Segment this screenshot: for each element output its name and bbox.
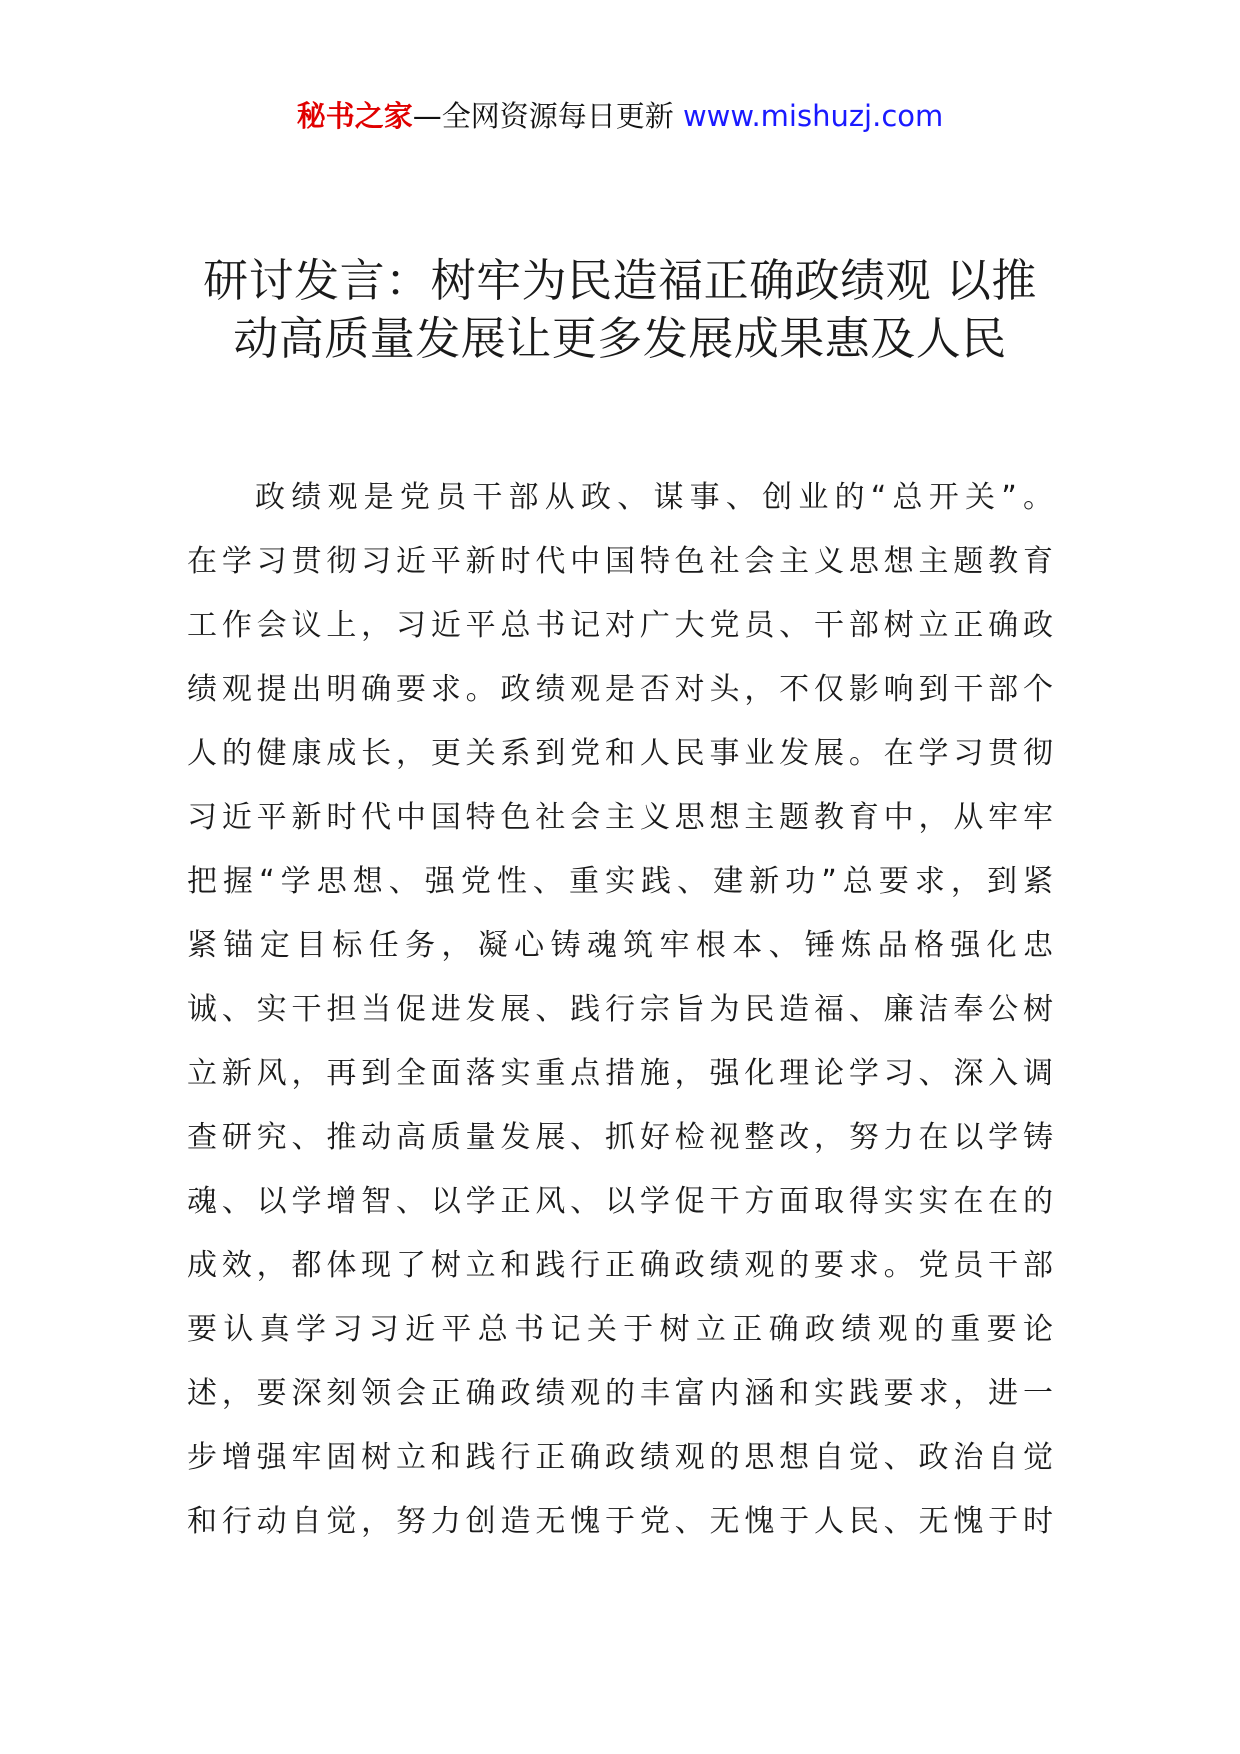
- brand-name: 秘书之家: [296, 99, 413, 133]
- paragraph-line: 紧锚定目标任务，凝心铸魂筑牢根本、锤炼品格强化忠: [187, 928, 1053, 963]
- paragraph-line: 成效，都体现了树立和践行正确政绩观的要求。党员干部: [187, 1248, 1053, 1283]
- paragraph-line: 步增强牢固树立和践行正确政绩观的思想自觉、政治自觉: [187, 1440, 1053, 1475]
- paragraph-line: 和行动自觉，努力创造无愧于党、无愧于人民、无愧于时: [187, 1504, 1053, 1539]
- title-line-1: 研讨发言：树牢为民造福正确政绩观 以推: [203, 254, 1037, 307]
- paragraph-line: 把握“学思想、强党性、重实践、建新功”总要求，到紧: [187, 864, 1053, 899]
- paragraph-line: 习近平新时代中国特色社会主义思想主题教育中，从牢牢: [187, 800, 1053, 835]
- header-banner: [0, 96, 1240, 136]
- document-title: [150, 252, 1090, 368]
- paragraph-line: 立新风，再到全面落实重点措施，强化理论学习、深入调: [187, 1056, 1053, 1091]
- site-link[interactable]: www.mishuzj.com: [682, 99, 944, 133]
- title-line-2: 动高质量发展让更多发展成果惠及人民: [233, 312, 1007, 365]
- paragraph-line: 要认真学习习近平总书记关于树立正确政绩观的重要论: [187, 1312, 1053, 1347]
- paragraph-line: 政绩观是党员干部从政、谋事、创业的“总开关”。: [255, 480, 1053, 515]
- paragraph-line: 诚、实干担当促进发展、践行宗旨为民造福、廉洁奉公树: [187, 992, 1053, 1027]
- paragraph-line: 魂、以学增智、以学正风、以学促干方面取得实实在在的: [187, 1184, 1053, 1219]
- paragraph-line: 在学习贯彻习近平新时代中国特色社会主义思想主题教育: [187, 544, 1053, 579]
- header-tagline: —全网资源每日更新: [412, 99, 683, 133]
- paragraph-line: 绩观提出明确要求。政绩观是否对头，不仅影响到干部个: [187, 672, 1053, 707]
- paragraph-line: 人的健康成长，更关系到党和人民事业发展。在学习贯彻: [187, 736, 1053, 771]
- paragraph-line: 述，要深刻领会正确政绩观的丰富内涵和实践要求，进一: [187, 1376, 1053, 1411]
- paragraph-line: 查研究、推动高质量发展、抓好检视整改，努力在以学铸: [187, 1120, 1053, 1155]
- paragraph-line: 工作会议上，习近平总书记对广大党员、干部树立正确政: [187, 608, 1053, 643]
- document-body: [187, 466, 1053, 1554]
